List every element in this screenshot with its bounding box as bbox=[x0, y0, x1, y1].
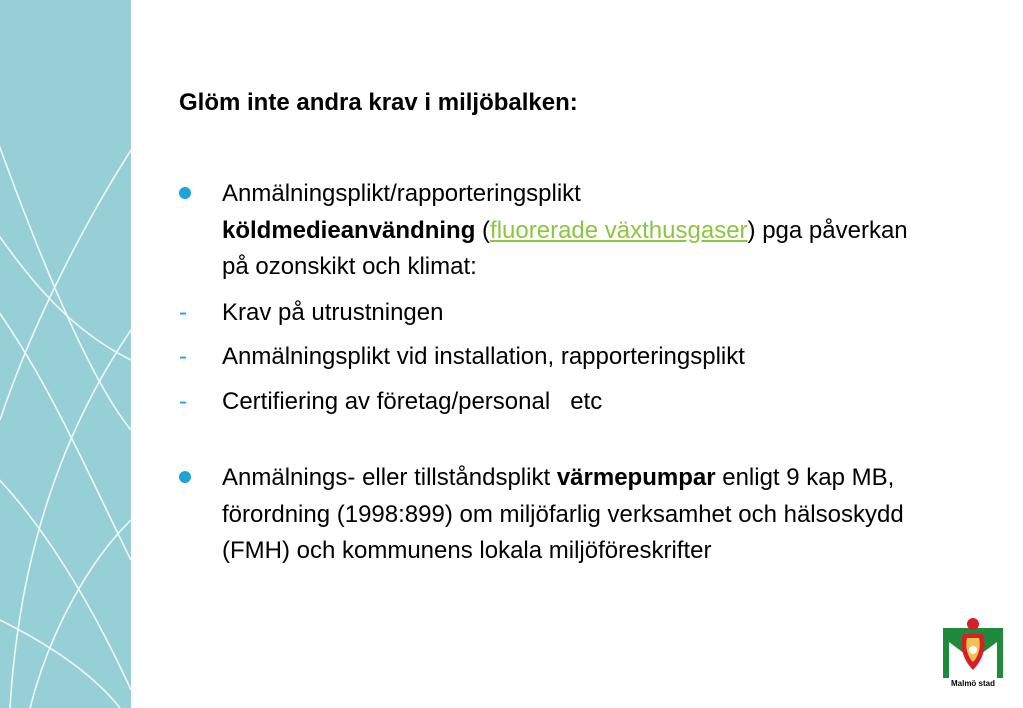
bullet-text-rest: ) pga påverkan på ozonskikt och klimat: bbox=[222, 216, 908, 280]
sub-item-text: Anmälningsplikt vid installation, rapporteringsplikt bbox=[222, 343, 745, 370]
sub-list bbox=[179, 295, 939, 421]
bullet-text-rest: enligt 9 kap MB, förordning (1998:899) om miljöfarlig verksamhet och hälsoskydd (FMH) och kommunens lokala miljöföreskrifter bbox=[222, 464, 904, 564]
slide-heading: Glöm inte andra krav i miljöbalken: bbox=[179, 89, 578, 116]
sub-item-text: Certifiering av företag/personal bbox=[222, 387, 551, 415]
bullet-bold-term: köldmedieanvändning bbox=[222, 216, 476, 244]
sidebar-curves-graphic bbox=[0, 0, 131, 708]
dash-marker: - bbox=[179, 343, 187, 370]
bullet-refrigerants bbox=[179, 176, 922, 286]
decorative-sidebar bbox=[0, 0, 131, 708]
bullet-bold-term: värmepumpar bbox=[556, 464, 716, 491]
dash-marker: - bbox=[179, 387, 187, 415]
dash-marker: - bbox=[179, 298, 187, 326]
sub-item-suffix: etc bbox=[570, 387, 603, 415]
fluorinated-gases-link[interactable]: fluorerade växthusgaser bbox=[490, 216, 748, 244]
logo-caption: Malmö stad bbox=[950, 679, 995, 688]
bullet-dot-icon bbox=[179, 471, 191, 483]
bullet-text-line1: Anmälningsplikt/rapporteringsplikt bbox=[222, 180, 581, 207]
bullet-text-lead: Anmälnings- eller tillståndsplikt bbox=[222, 464, 557, 491]
sub-item-installation bbox=[179, 339, 939, 376]
bullet-dot-icon bbox=[179, 187, 191, 199]
bullet-heat-pumps bbox=[179, 460, 952, 570]
slide-content bbox=[179, 86, 939, 570]
bullet-open-paren: ( bbox=[475, 216, 491, 244]
sub-item-certification bbox=[179, 384, 939, 421]
sub-item-equipment bbox=[179, 295, 939, 332]
sub-item-text: Krav på utrustningen bbox=[222, 298, 444, 326]
